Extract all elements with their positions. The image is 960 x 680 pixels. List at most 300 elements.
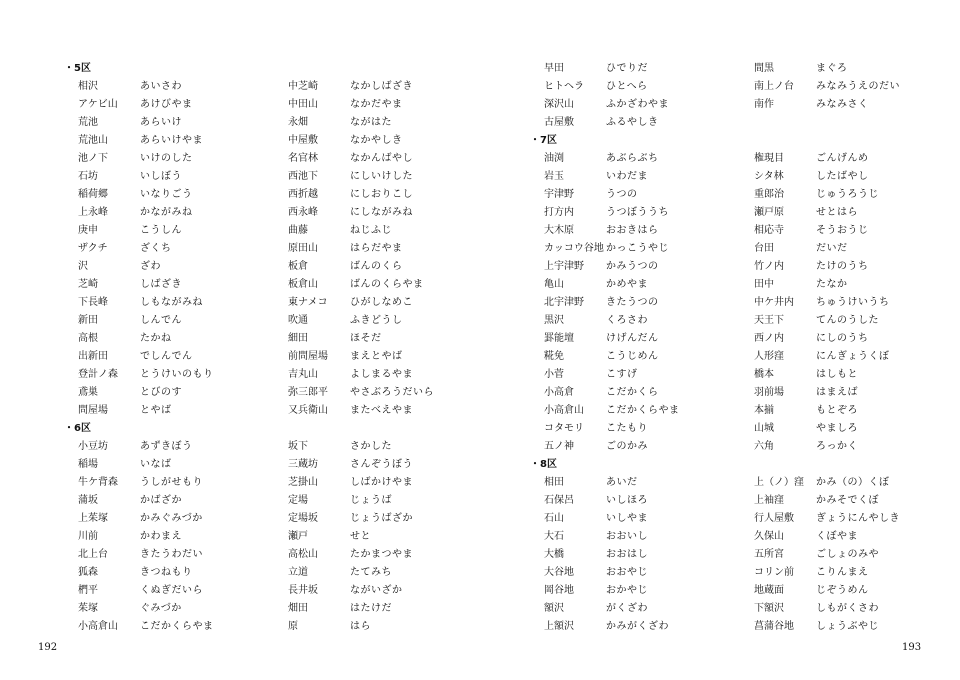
place-kanji: 深沢山 (544, 99, 574, 110)
place-kanji: 小豆坊 (78, 441, 108, 452)
place-reading: いしやま (606, 513, 648, 524)
place-entry (272, 330, 482, 348)
place-name-row (62, 366, 482, 384)
place-name-row (528, 384, 948, 402)
place-entry (62, 402, 272, 420)
place-reading: こすげ (606, 369, 638, 380)
place-entry (738, 402, 948, 420)
place-entry (62, 618, 272, 636)
place-reading: ふきどうし (350, 315, 403, 326)
place-reading: にんぎょうくぼ (816, 351, 890, 362)
place-reading: かみそでくぼ (816, 495, 879, 506)
place-kanji: 出新田 (78, 351, 108, 362)
place-kanji: 中芝崎 (288, 81, 318, 92)
place-entry (528, 600, 738, 618)
place-reading: たけのうち (816, 261, 869, 272)
place-kanji: 六角 (754, 441, 774, 452)
place-reading: おおいし (606, 531, 648, 542)
place-kanji: コリン前 (754, 567, 794, 578)
place-reading: ばんのくら (350, 261, 403, 272)
place-entry (738, 114, 948, 132)
place-name-row (528, 618, 948, 636)
place-kanji: 荒池山 (78, 135, 108, 146)
place-entry (272, 492, 482, 510)
place-reading: かめやま (606, 279, 648, 290)
place-entry (62, 150, 272, 168)
place-entry (738, 168, 948, 186)
place-reading: しばざき (140, 279, 182, 290)
place-kanji: 橋本 (754, 369, 774, 380)
place-kanji: 行人屋敷 (754, 513, 794, 524)
place-name-row (528, 96, 948, 114)
place-kanji: 高根 (78, 333, 98, 344)
place-reading: ひでりだ (606, 63, 648, 74)
place-name-row (528, 366, 948, 384)
place-reading: ぎょうにんやしき (816, 513, 900, 524)
place-name-row (62, 150, 482, 168)
page-number-right: 193 (902, 642, 922, 653)
place-reading: はら (350, 621, 371, 632)
place-reading: しもがくさわ (816, 603, 879, 614)
place-kanji: 石保呂 (544, 495, 574, 506)
place-entry (272, 546, 482, 564)
place-entry (62, 78, 272, 96)
place-entry (272, 618, 482, 636)
place-reading: ねじふじ (350, 225, 392, 236)
place-kanji: 石坊 (78, 171, 98, 182)
place-entry (62, 546, 272, 564)
place-name-row (62, 78, 482, 96)
place-kanji: 瀬戸原 (754, 207, 784, 218)
place-name-row (62, 186, 482, 204)
place-kanji: 南作 (754, 99, 774, 110)
place-reading: うしがせもり (140, 477, 203, 488)
place-entry (62, 330, 272, 348)
place-kanji: 原 (288, 621, 298, 632)
place-kanji: 天王下 (754, 315, 784, 326)
place-kanji: 東ナメコ (288, 297, 328, 308)
place-kanji: 沢 (78, 261, 88, 272)
section-heading: ・6区 (64, 423, 91, 434)
place-reading: おおはし (606, 549, 648, 560)
place-kanji: 瀬戸 (288, 531, 308, 542)
place-entry (272, 132, 482, 150)
place-entry (738, 438, 948, 456)
place-kanji: 田中 (754, 279, 774, 290)
place-reading: ひとへら (606, 81, 648, 92)
place-reading: したばやし (816, 171, 869, 182)
place-entry (272, 96, 482, 114)
place-kanji: 罫能壇 (544, 333, 574, 344)
section-heading: ・8区 (530, 459, 557, 470)
place-kanji: 上袖窪 (754, 495, 784, 506)
place-name-row (62, 222, 482, 240)
place-entry (528, 420, 738, 438)
place-reading: かみがくざわ (606, 621, 669, 632)
place-entry (62, 456, 272, 474)
place-kanji: 板倉山 (288, 279, 318, 290)
place-name-row (528, 60, 948, 78)
place-reading: ぐみづか (140, 603, 182, 614)
place-kanji: コタモリ (544, 423, 584, 434)
place-reading: かみうつの (606, 261, 659, 272)
place-kanji: 西折越 (288, 189, 318, 200)
place-reading: たかまつやま (350, 549, 413, 560)
place-name-row (62, 330, 482, 348)
place-entry (528, 438, 738, 456)
place-name-row (528, 402, 948, 420)
place-entry (528, 474, 738, 492)
place-reading: なかんばやし (350, 153, 413, 164)
place-kanji: 西池下 (288, 171, 318, 182)
place-name-row (528, 78, 948, 96)
place-reading: ながいざか (350, 585, 403, 596)
place-name-row (528, 150, 948, 168)
place-entry (272, 222, 482, 240)
place-reading: あいだ (606, 477, 638, 488)
place-entry (272, 366, 482, 384)
place-entry (528, 618, 738, 636)
place-entry (62, 492, 272, 510)
place-entry (272, 402, 482, 420)
place-entry (62, 348, 272, 366)
place-kanji: 蒲坂 (78, 495, 98, 506)
place-name-row (62, 582, 482, 600)
place-entry (272, 348, 482, 366)
place-reading: くろさわ (606, 315, 648, 326)
place-entry (738, 384, 948, 402)
place-reading: とうけいのもり (140, 369, 214, 380)
place-reading: せとはら (816, 207, 858, 218)
place-kanji: 畑田 (288, 603, 308, 614)
place-reading: うつぼううち (606, 207, 669, 218)
place-reading: しばかけやま (350, 477, 413, 488)
place-reading: あぶらぶち (606, 153, 659, 164)
place-reading: はたけだ (350, 603, 392, 614)
place-entry (738, 150, 948, 168)
place-kanji: 大石 (544, 531, 564, 542)
place-entry (272, 510, 482, 528)
place-name-row (62, 402, 482, 420)
place-entry (272, 276, 482, 294)
place-name-row (62, 294, 482, 312)
place-reading: じぞうめん (816, 585, 869, 596)
place-entry (62, 186, 272, 204)
place-entry (272, 294, 482, 312)
place-reading: にしいけした (350, 171, 413, 182)
place-kanji: 宇津野 (544, 189, 574, 200)
place-name-row (528, 600, 948, 618)
place-reading: にしのうち (816, 333, 869, 344)
place-reading: けげんだん (606, 333, 659, 344)
place-kanji: 定場坂 (288, 513, 318, 524)
place-reading: あけびやま (140, 99, 193, 110)
place-reading: きたうわだい (140, 549, 203, 560)
place-entry (738, 600, 948, 618)
place-entry (738, 582, 948, 600)
place-entry (738, 474, 948, 492)
place-reading: かみ（の）くぼ (816, 477, 890, 488)
place-entry (62, 528, 272, 546)
place-entry (62, 438, 272, 456)
place-reading: くぬぎだいら (140, 585, 203, 596)
place-name-row (62, 474, 482, 492)
place-reading: いしほろ (606, 495, 648, 506)
place-kanji: 坂下 (288, 441, 308, 452)
place-kanji: アケビ山 (78, 99, 118, 110)
place-reading: ふかざわやま (606, 99, 669, 110)
section-heading: ・5区 (64, 63, 91, 74)
place-entry (62, 132, 272, 150)
place-reading: あらいけやま (140, 135, 203, 146)
place-entry (528, 492, 738, 510)
place-reading: きつねもり (140, 567, 193, 578)
place-kanji: 地蔵面 (754, 585, 784, 596)
left-page (62, 60, 482, 636)
place-kanji: 権現目 (754, 153, 784, 164)
place-kanji: ザクチ (78, 243, 108, 254)
place-name-row (62, 276, 482, 294)
place-kanji: 五ノ神 (544, 441, 574, 452)
place-entry (528, 168, 738, 186)
place-reading: きたうつの (606, 297, 659, 308)
place-kanji: 小高倉山 (544, 405, 584, 416)
place-reading: じゅうろうじ (816, 189, 879, 200)
place-kanji: 相田 (544, 477, 564, 488)
place-kanji: 吉丸山 (288, 369, 318, 380)
section-heading: ・7区 (530, 135, 557, 146)
place-kanji: 三蔵坊 (288, 459, 318, 470)
place-reading: ざわ (140, 261, 161, 272)
place-kanji: 菖蒲谷地 (754, 621, 794, 632)
place-entry (272, 582, 482, 600)
place-name-row (528, 438, 948, 456)
place-reading: おおやじ (606, 567, 648, 578)
place-name-row (62, 258, 482, 276)
place-entry (272, 240, 482, 258)
place-reading: みなみうえのだい (816, 81, 900, 92)
place-kanji: 名官林 (288, 153, 318, 164)
place-reading: かみぐみづか (140, 513, 203, 524)
place-entry (738, 78, 948, 96)
place-reading: はらだやま (350, 243, 403, 254)
place-kanji: 西永峰 (288, 207, 318, 218)
right-page (528, 60, 948, 636)
place-name-row (62, 384, 482, 402)
place-name-row (528, 258, 948, 276)
place-kanji: 永畑 (288, 117, 308, 128)
place-entry (272, 204, 482, 222)
place-kanji: 竹ノ内 (754, 261, 784, 272)
place-reading: とやば (140, 405, 172, 416)
place-entry (272, 258, 482, 276)
place-kanji: 又兵衛山 (288, 405, 328, 416)
place-name-row (528, 168, 948, 186)
place-name-row (62, 96, 482, 114)
place-kanji: 人形窪 (754, 351, 784, 362)
place-reading: うつの (606, 189, 638, 200)
place-reading: いしぼう (140, 171, 182, 182)
place-name-row (528, 114, 948, 132)
place-reading: こだかくらやま (606, 405, 680, 416)
place-entry (738, 240, 948, 258)
place-entry (738, 366, 948, 384)
place-reading: だいだ (816, 243, 848, 254)
place-entry (62, 600, 272, 618)
place-entry (62, 204, 272, 222)
place-kanji: 椚平 (78, 585, 98, 596)
place-entry (738, 348, 948, 366)
place-entry (738, 96, 948, 114)
place-reading: ごしょのみや (816, 549, 879, 560)
place-entry (528, 60, 738, 78)
place-entry (738, 276, 948, 294)
place-reading: ほそだ (350, 333, 382, 344)
place-reading: よしまるやま (350, 369, 413, 380)
place-kanji: 板倉 (288, 261, 308, 272)
place-kanji: 狐森 (78, 567, 98, 578)
place-reading: たなか (816, 279, 848, 290)
place-reading: くぼやま (816, 531, 858, 542)
place-reading: あずきぼう (140, 441, 193, 452)
place-entry (528, 564, 738, 582)
place-reading: さかした (350, 441, 392, 452)
place-reading: あらいけ (140, 117, 182, 128)
place-name-row (62, 438, 482, 456)
place-kanji: 高松山 (288, 549, 318, 560)
place-kanji: 池ノ下 (78, 153, 108, 164)
place-kanji: 下長峰 (78, 297, 108, 308)
place-reading: ろっかく (816, 441, 858, 452)
place-reading: じょうば (350, 495, 392, 506)
place-entry (738, 528, 948, 546)
place-kanji: 久保山 (754, 531, 784, 542)
place-kanji: 登計ノ森 (78, 369, 118, 380)
place-name-row (528, 564, 948, 582)
place-kanji: 原田山 (288, 243, 318, 254)
place-kanji: 上茱塚 (78, 513, 108, 524)
place-reading: かわまえ (140, 531, 182, 542)
place-kanji: 稲場 (78, 459, 98, 470)
place-entry (62, 366, 272, 384)
place-kanji: 油渕 (544, 153, 564, 164)
place-reading: さんぞうぼう (350, 459, 413, 470)
place-reading: なかしばざき (350, 81, 413, 92)
place-entry (528, 384, 738, 402)
place-reading: ごんげんめ (816, 153, 869, 164)
place-kanji: 芝崎 (78, 279, 98, 290)
place-reading: いけのした (140, 153, 193, 164)
place-entry (528, 366, 738, 384)
place-entry (738, 546, 948, 564)
place-kanji: 相沢 (78, 81, 98, 92)
place-name-row (62, 510, 482, 528)
place-reading: いなりごう (140, 189, 193, 200)
place-kanji: 打方内 (544, 207, 574, 218)
place-kanji: 上永峰 (78, 207, 108, 218)
place-kanji: 羽前場 (754, 387, 784, 398)
place-entry (738, 510, 948, 528)
place-reading: じょうばざか (350, 513, 413, 524)
place-entry (528, 546, 738, 564)
place-entry (528, 348, 738, 366)
place-kanji: 川前 (78, 531, 98, 542)
place-entry (62, 582, 272, 600)
place-entry (738, 60, 948, 78)
place-entry (272, 78, 482, 96)
place-entry (62, 96, 272, 114)
place-reading: もとぞろ (816, 405, 858, 416)
place-reading: にしながみね (350, 207, 413, 218)
place-reading: はしもと (816, 369, 858, 380)
place-reading: とびのす (140, 387, 182, 398)
place-reading: たかね (140, 333, 172, 344)
place-entry (62, 474, 272, 492)
place-reading: あいさわ (140, 81, 182, 92)
place-reading: かばざか (140, 495, 182, 506)
place-entry (272, 528, 482, 546)
place-kanji: 茱塚 (78, 603, 98, 614)
place-entry (62, 276, 272, 294)
place-kanji: 下額沢 (754, 603, 784, 614)
place-entry (738, 618, 948, 636)
place-kanji: 上宇津野 (544, 261, 584, 272)
place-entry (528, 402, 738, 420)
place-kanji: 芝掛山 (288, 477, 318, 488)
place-name-row (62, 114, 482, 132)
place-reading: やさぶろうだいら (350, 387, 434, 398)
place-name-row (62, 600, 482, 618)
place-entry (528, 78, 738, 96)
place-reading: はまえば (816, 387, 858, 398)
place-name-row (62, 618, 482, 636)
place-entry (528, 204, 738, 222)
place-kanji: 曲藤 (288, 225, 308, 236)
place-entry (62, 510, 272, 528)
place-reading: ばんのくらやま (350, 279, 424, 290)
place-reading: がくざわ (606, 603, 648, 614)
place-kanji: シタ林 (754, 171, 784, 182)
place-entry (738, 330, 948, 348)
place-entry (528, 186, 738, 204)
place-reading: やましろ (816, 423, 858, 434)
place-name-row (528, 294, 948, 312)
place-entry (738, 564, 948, 582)
place-entry (528, 114, 738, 132)
place-kanji: 亀山 (544, 279, 564, 290)
place-reading: にしおりこし (350, 189, 413, 200)
place-kanji: 西ノ内 (754, 333, 784, 344)
place-entry (272, 564, 482, 582)
place-kanji: 北上台 (78, 549, 108, 560)
place-kanji: 問屋場 (78, 405, 108, 416)
place-entry (738, 204, 948, 222)
place-kanji: 鳶巣 (78, 387, 98, 398)
place-entry (272, 168, 482, 186)
place-entry (272, 150, 482, 168)
place-entry (528, 510, 738, 528)
place-name-row (528, 510, 948, 528)
place-reading: ざくち (140, 243, 172, 254)
place-entry (738, 294, 948, 312)
place-reading: こうしん (140, 225, 182, 236)
place-name-row (528, 528, 948, 546)
place-kanji: 黒沢 (544, 315, 564, 326)
place-kanji: 中ケ井内 (754, 297, 794, 308)
place-reading: おかやじ (606, 585, 648, 596)
place-kanji: 小高倉山 (78, 621, 118, 632)
place-kanji: 重郎治 (754, 189, 784, 200)
